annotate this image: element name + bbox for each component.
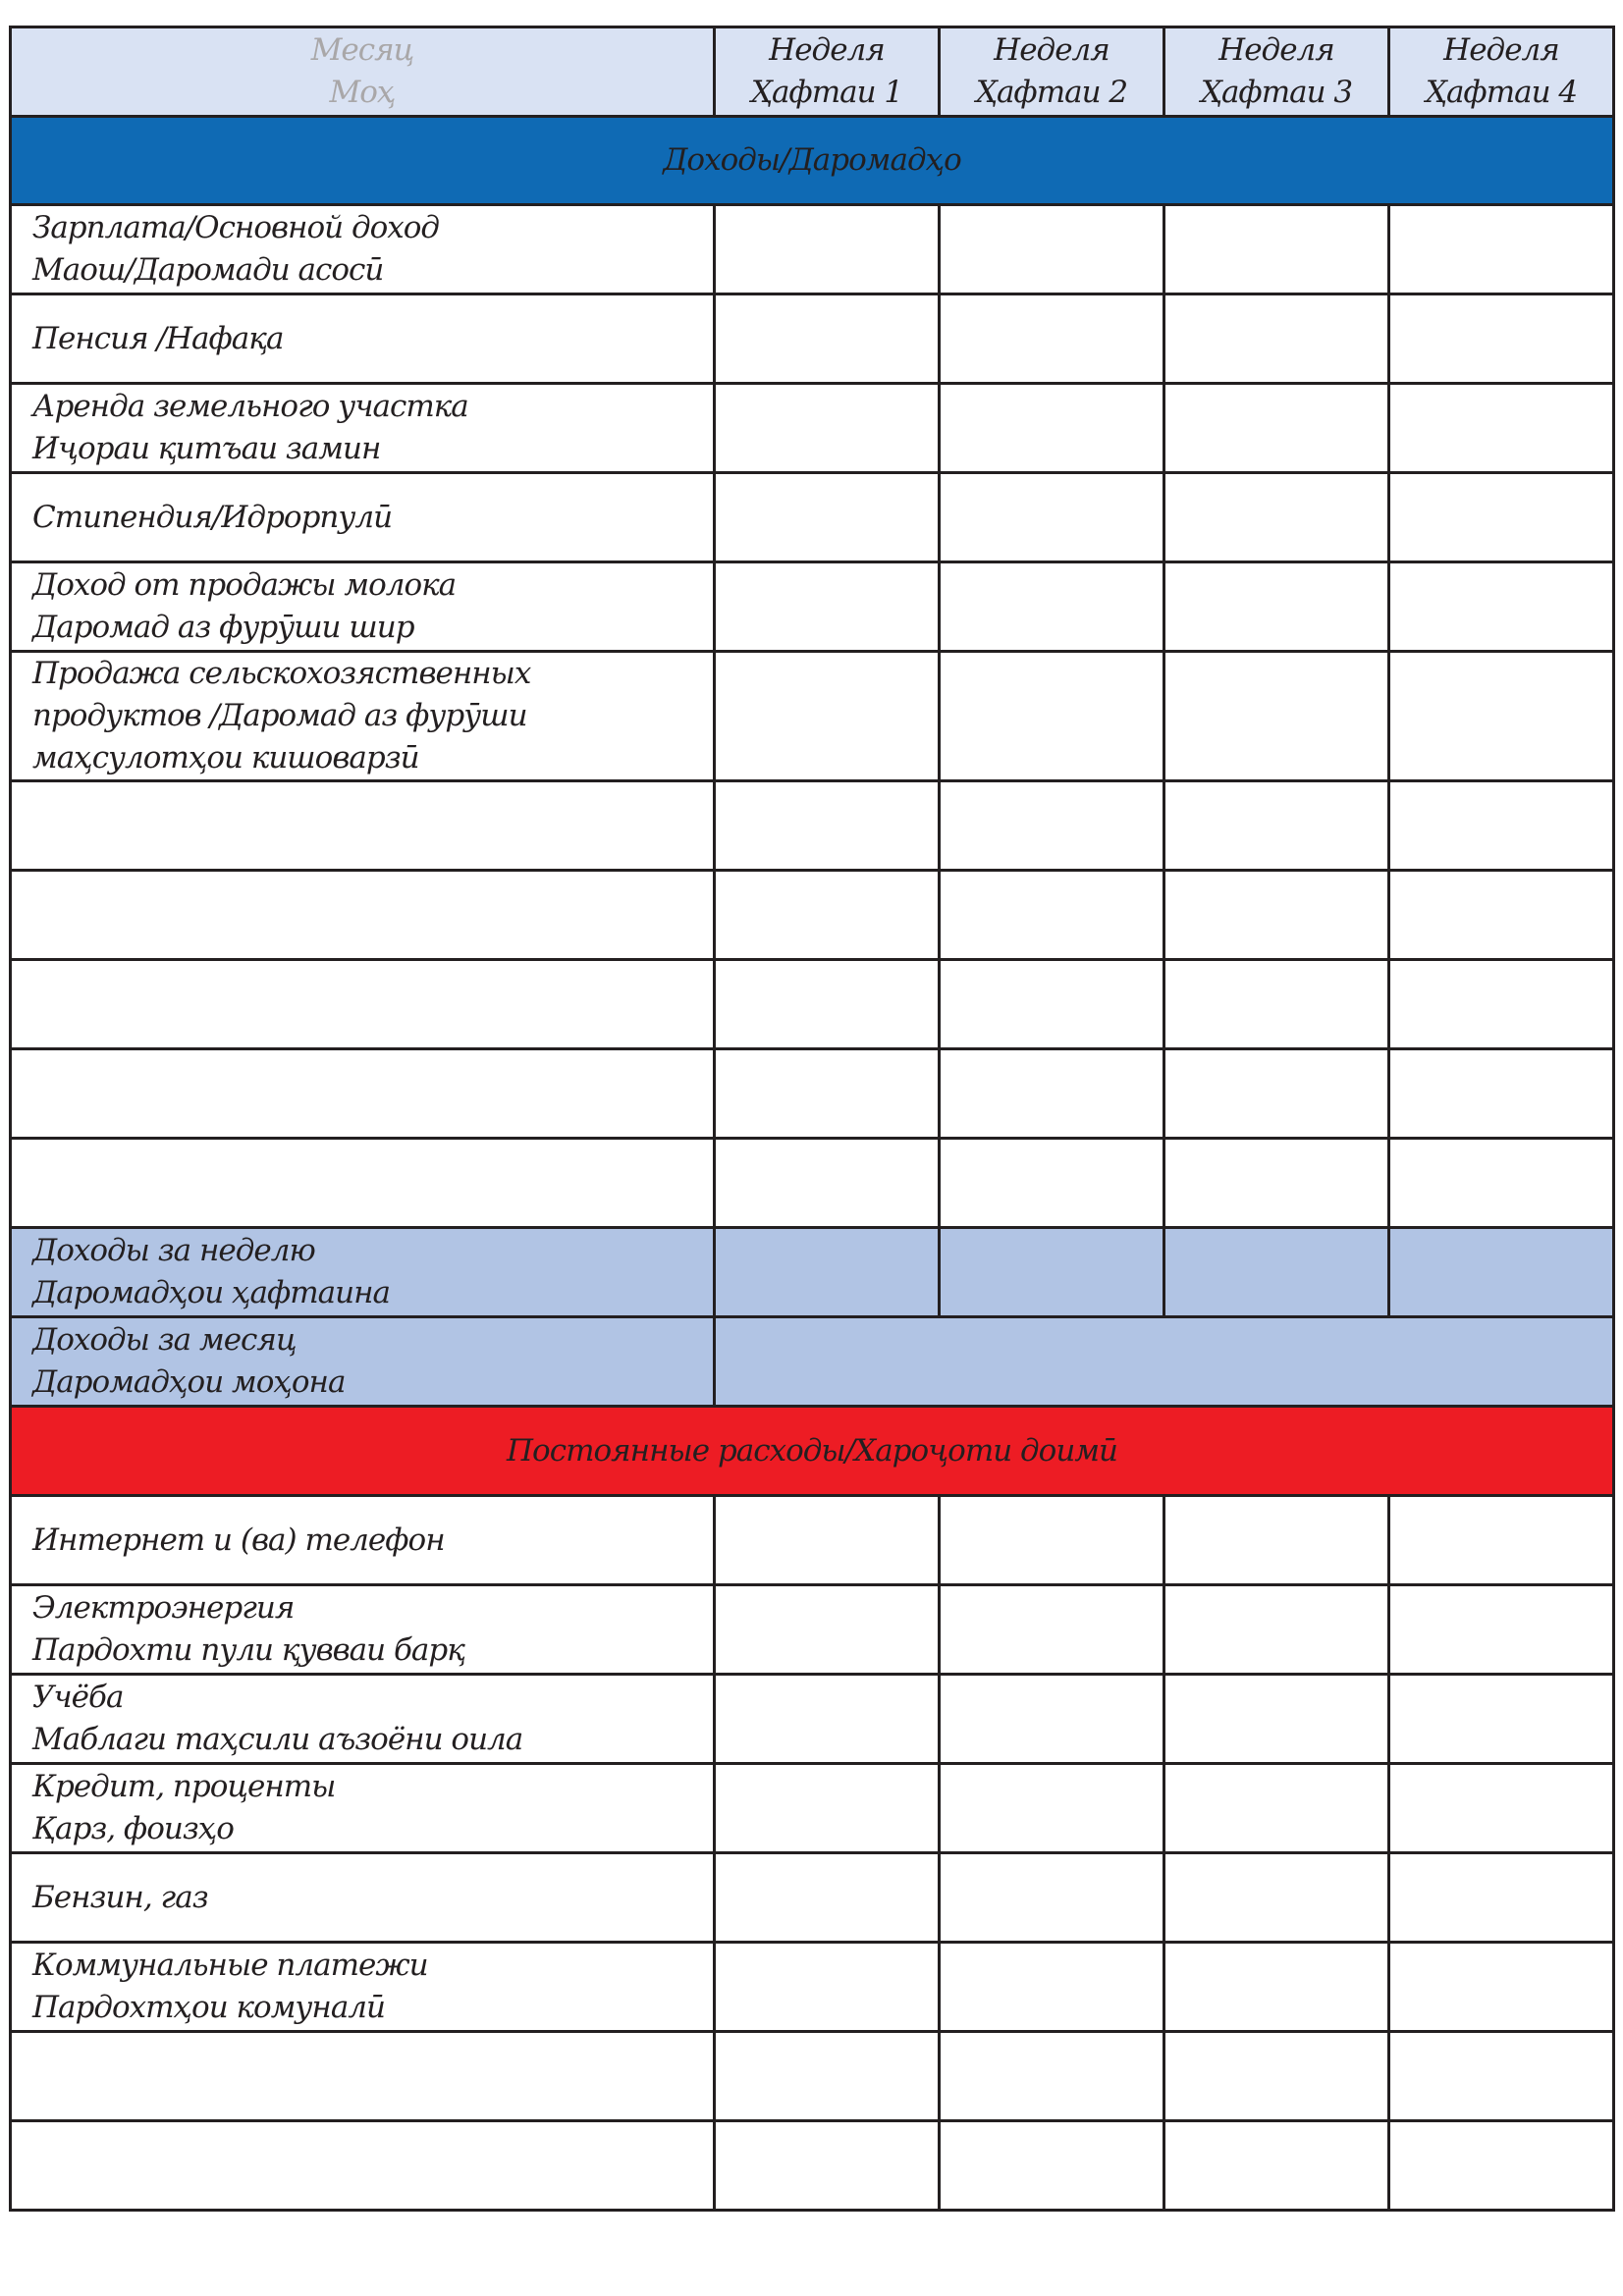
income-week-3-cell[interactable] [1164, 384, 1389, 473]
income-row [11, 294, 1614, 384]
row-label-line: Аренда земельного участка [32, 389, 468, 424]
income-week-3-cell[interactable] [1164, 294, 1389, 384]
expense-week-3-cell[interactable] [1164, 2121, 1389, 2211]
row-label-line: Пардохти пули қувваи барқ [32, 1632, 464, 1668]
income-week-3-cell[interactable] [1164, 1139, 1389, 1228]
label-tj: Даромадҳои моҳона [32, 1364, 346, 1400]
expense-week-4-cell[interactable] [1389, 2121, 1614, 2211]
income-week-4-cell[interactable] [1389, 652, 1614, 781]
expense-row [11, 2121, 1614, 2211]
expense-week-2-cell[interactable] [940, 2121, 1164, 2211]
row-label-line: Иҷораи қитъаи замин [32, 431, 381, 466]
expense-week-4-cell[interactable] [1389, 1853, 1614, 1943]
income-week-3-cell[interactable] [1164, 205, 1389, 294]
week-label-ru: Неделя [1443, 32, 1559, 68]
income-week-1-cell[interactable] [715, 473, 940, 562]
income-week-1-cell[interactable] [715, 652, 940, 781]
income-week-1-cell[interactable] [715, 1139, 940, 1228]
week-4-header [1389, 27, 1614, 117]
income-week-4-cell[interactable] [1389, 562, 1614, 652]
expense-week-1-cell[interactable] [715, 1764, 940, 1853]
expense-row [11, 1853, 1614, 1943]
weekly-income-total-row [11, 1228, 1614, 1317]
income-week-4-cell[interactable] [1389, 294, 1614, 384]
income-section-header [11, 117, 1614, 205]
row-label-line: Продажа сельскохозяственных [32, 656, 531, 691]
expense-week-2-cell[interactable] [940, 2032, 1164, 2121]
expense-week-1-cell[interactable] [715, 1585, 940, 1675]
row-label-line: Пенсия /Нафақа [32, 320, 284, 356]
row-label-line: Даромад аз фурӯши шир [32, 610, 414, 645]
expense-week-4-cell[interactable] [1389, 2032, 1614, 2121]
income-week-2-cell[interactable] [940, 871, 1164, 960]
weekly-total-week-4-cell[interactable] [1389, 1228, 1614, 1317]
budget-table [9, 26, 1615, 2212]
income-week-1-cell[interactable] [715, 1049, 940, 1139]
income-week-4-cell[interactable] [1389, 1139, 1614, 1228]
income-week-2-cell[interactable] [940, 781, 1164, 871]
expense-week-3-cell[interactable] [1164, 1764, 1389, 1853]
label-ru: Доходы за неделю [32, 1233, 315, 1268]
income-heading: Доходы/Даромадҳо [11, 117, 1614, 205]
expense-row-label [11, 1853, 715, 1943]
expense-row [11, 1675, 1614, 1764]
header-row [11, 27, 1614, 117]
row-label-line: Кредит, проценты [32, 1769, 336, 1804]
weekly-total-week-1-cell[interactable] [715, 1228, 940, 1317]
income-row-label [11, 205, 715, 294]
expense-week-1-cell[interactable] [715, 2121, 940, 2211]
income-row-label[interactable] [11, 781, 715, 871]
expense-week-2-cell[interactable] [940, 1943, 1164, 2032]
expense-week-3-cell[interactable] [1164, 1853, 1389, 1943]
weekly-income-label [11, 1228, 715, 1317]
income-week-1-cell[interactable] [715, 384, 940, 473]
week-label-ru: Неделя [1218, 32, 1334, 68]
expense-week-3-cell[interactable] [1164, 2032, 1389, 2121]
week-2-header [940, 27, 1164, 117]
income-row-label [11, 562, 715, 652]
income-week-1-cell[interactable] [715, 294, 940, 384]
row-label-line: Стипендия/Идрорпулӣ [32, 499, 393, 535]
income-week-3-cell[interactable] [1164, 562, 1389, 652]
income-week-2-cell[interactable] [940, 294, 1164, 384]
income-week-4-cell[interactable] [1389, 384, 1614, 473]
income-week-4-cell[interactable] [1389, 1049, 1614, 1139]
expense-week-1-cell[interactable] [715, 1853, 940, 1943]
income-row [11, 960, 1614, 1049]
row-label-line: маҳсулотҳои кишоварзӣ [32, 740, 419, 775]
expense-row [11, 2032, 1614, 2121]
expense-row [11, 1585, 1614, 1675]
income-week-2-cell[interactable] [940, 562, 1164, 652]
expense-row-label[interactable] [11, 2032, 715, 2121]
income-week-1-cell[interactable] [715, 781, 940, 871]
month-label-ru: Месяц [310, 32, 414, 68]
week-label-tj: Ҳафтаи 3 [1200, 75, 1353, 110]
income-row-label[interactable] [11, 960, 715, 1049]
expense-week-1-cell[interactable] [715, 1675, 940, 1764]
expense-week-2-cell[interactable] [940, 1496, 1164, 1585]
week-3-header [1164, 27, 1389, 117]
expense-week-2-cell[interactable] [940, 1585, 1164, 1675]
income-row [11, 871, 1614, 960]
expense-week-4-cell[interactable] [1389, 1764, 1614, 1853]
expense-row [11, 1496, 1614, 1585]
expense-section-header [11, 1407, 1614, 1496]
row-label-line: Қарз, фоизҳо [32, 1811, 234, 1846]
income-row [11, 781, 1614, 871]
row-label-line: Электроэнергия [32, 1590, 295, 1626]
expense-week-2-cell[interactable] [940, 1675, 1164, 1764]
income-week-2-cell[interactable] [940, 960, 1164, 1049]
income-row-label[interactable] [11, 1139, 715, 1228]
income-row-label [11, 652, 715, 781]
income-week-3-cell[interactable] [1164, 652, 1389, 781]
income-week-4-cell[interactable] [1389, 871, 1614, 960]
income-week-3-cell[interactable] [1164, 781, 1389, 871]
row-label-line: Коммунальные платежи [32, 1948, 428, 1983]
row-label-line: Интернет и (ва) телефон [32, 1522, 445, 1558]
expense-week-4-cell[interactable] [1389, 1675, 1614, 1764]
expense-row-label [11, 1943, 715, 2032]
week-label-tj: Ҳафтаи 4 [1425, 75, 1578, 110]
income-week-2-cell[interactable] [940, 652, 1164, 781]
row-label-line: продуктов /Даромад аз фурӯши [32, 698, 527, 733]
income-week-1-cell[interactable] [715, 960, 940, 1049]
income-row [11, 562, 1614, 652]
expense-week-1-cell[interactable] [715, 2032, 940, 2121]
label-tj: Даромадҳои ҳафтаина [32, 1275, 391, 1310]
week-label-tj: Ҳафтаи 1 [750, 75, 903, 110]
expense-rows [11, 1496, 1614, 2211]
income-row-label [11, 473, 715, 562]
expense-row-label[interactable] [11, 2121, 715, 2211]
expense-row [11, 1764, 1614, 1853]
income-week-2-cell[interactable] [940, 1139, 1164, 1228]
income-week-1-cell[interactable] [715, 871, 940, 960]
income-week-4-cell[interactable] [1389, 205, 1614, 294]
income-week-1-cell[interactable] [715, 205, 940, 294]
income-row [11, 652, 1614, 781]
month-label-tj: Моҳ [329, 75, 396, 110]
expense-row-label [11, 1764, 715, 1853]
income-row-label[interactable] [11, 1049, 715, 1139]
income-row-label[interactable] [11, 871, 715, 960]
income-week-2-cell[interactable] [940, 384, 1164, 473]
monthly-total-cell[interactable] [715, 1317, 1614, 1407]
income-week-3-cell[interactable] [1164, 960, 1389, 1049]
row-label-line: Маош/Даромади асосӣ [32, 252, 384, 288]
income-week-3-cell[interactable] [1164, 871, 1389, 960]
income-row-label [11, 294, 715, 384]
expense-week-4-cell[interactable] [1389, 1585, 1614, 1675]
expense-week-2-cell[interactable] [940, 1853, 1164, 1943]
income-rows [11, 205, 1614, 1228]
row-label-line: Пардохтҳои комуналӣ [32, 1990, 386, 2025]
income-week-3-cell[interactable] [1164, 473, 1389, 562]
income-week-2-cell[interactable] [940, 473, 1164, 562]
weekly-total-week-3-cell[interactable] [1164, 1228, 1389, 1317]
income-week-4-cell[interactable] [1389, 473, 1614, 562]
expense-week-3-cell[interactable] [1164, 1585, 1389, 1675]
expense-week-4-cell[interactable] [1389, 1943, 1614, 2032]
income-row-label [11, 384, 715, 473]
expense-week-1-cell[interactable] [715, 1943, 940, 2032]
income-row [11, 1049, 1614, 1139]
expense-week-3-cell[interactable] [1164, 1943, 1389, 2032]
week-label-ru: Неделя [994, 32, 1109, 68]
income-row [11, 205, 1614, 294]
expense-week-2-cell[interactable] [940, 1764, 1164, 1853]
row-label-line: Бензин, газ [32, 1879, 208, 1915]
week-label-tj: Ҳафтаи 2 [975, 75, 1128, 110]
label-ru: Доходы за месяц [32, 1322, 297, 1358]
expense-row [11, 1943, 1614, 2032]
income-row [11, 473, 1614, 562]
monthly-income-label [11, 1317, 715, 1407]
income-week-4-cell[interactable] [1389, 960, 1614, 1049]
expense-row-label [11, 1585, 715, 1675]
expense-row-label [11, 1675, 715, 1764]
week-1-header [715, 27, 940, 117]
expense-week-3-cell[interactable] [1164, 1496, 1389, 1585]
expense-week-4-cell[interactable] [1389, 1496, 1614, 1585]
expense-row-label [11, 1496, 715, 1585]
month-header [11, 27, 715, 117]
income-week-2-cell[interactable] [940, 205, 1164, 294]
income-row [11, 1139, 1614, 1228]
income-week-2-cell[interactable] [940, 1049, 1164, 1139]
monthly-income-total-row [11, 1317, 1614, 1407]
row-label-line: Зарплата/Основной доход [32, 210, 440, 245]
expense-heading: Постоянные расходы/Хароҷоти доимӣ [11, 1407, 1614, 1496]
income-row [11, 384, 1614, 473]
expense-week-1-cell[interactable] [715, 1496, 940, 1585]
row-label-line: Доход от продажы молока [32, 567, 457, 603]
income-week-3-cell[interactable] [1164, 1049, 1389, 1139]
week-label-ru: Неделя [769, 32, 885, 68]
row-label-line: Маблаги таҳсили аъзоёни оила [32, 1722, 523, 1757]
row-label-line: Учёба [32, 1680, 124, 1715]
expense-week-3-cell[interactable] [1164, 1675, 1389, 1764]
income-week-4-cell[interactable] [1389, 781, 1614, 871]
weekly-total-week-2-cell[interactable] [940, 1228, 1164, 1317]
income-week-1-cell[interactable] [715, 562, 940, 652]
